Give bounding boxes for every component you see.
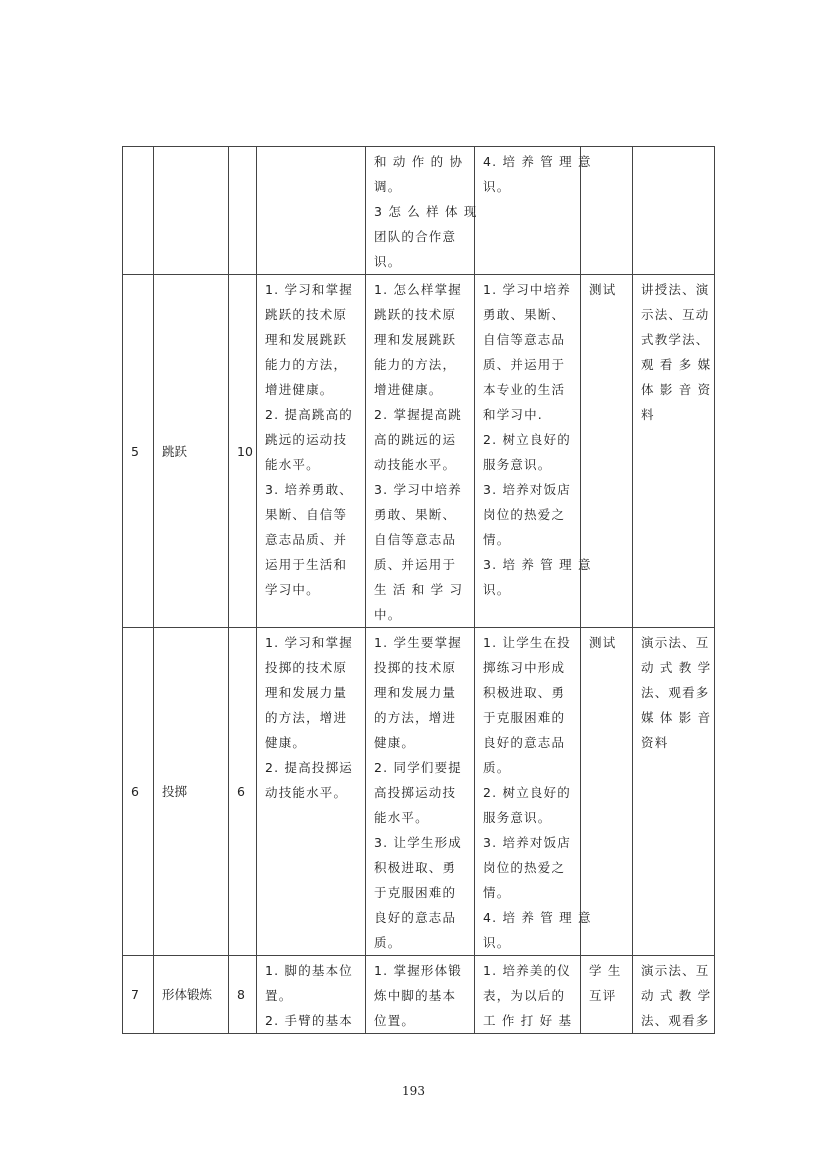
cell-line: 健康。: [374, 735, 416, 750]
table-row: [123, 628, 715, 956]
cell-line: 演示法、互: [641, 963, 710, 978]
cell-line: 和学习中.: [483, 407, 543, 422]
cell-line: 2. 同学们要提: [374, 760, 462, 775]
cell-line: 1. 学生要掌握: [374, 635, 462, 650]
cell-line: 质、并运用于: [483, 357, 566, 372]
cell-line: 3. 学习中培养: [374, 482, 462, 497]
moral-education-cell: [475, 628, 592, 956]
cell-line: 学习中。: [265, 582, 320, 597]
cell-line: 3. 培养勇敢、: [265, 482, 353, 497]
cell-line: 运用于生活和: [265, 557, 348, 572]
cell-line: 质。: [483, 760, 511, 775]
moral-education-cell: [475, 956, 581, 1034]
teaching-methods-cell: [633, 628, 715, 956]
cell-line: 1. 学习中培养: [483, 282, 571, 297]
moral-education-cell: [475, 147, 592, 275]
cell-line: 动技能水平。: [374, 457, 457, 472]
key-points-cell: [366, 275, 475, 628]
cell-line: 调。: [374, 179, 402, 194]
cell-line: 位置。: [374, 1013, 416, 1028]
cell-line: 动 式 教 学: [641, 660, 712, 675]
course-plan-table: [122, 146, 715, 1034]
cell-line: 能力的方法，: [265, 357, 348, 372]
assessment-cell: [581, 628, 633, 956]
project-name-cell: 投掷: [154, 628, 229, 956]
row-number-cell: 7: [123, 956, 154, 1034]
cell-line: 2. 手臂的基本: [265, 1013, 353, 1028]
cell-line: 良好的意志品: [483, 735, 566, 750]
key-points-cell: [366, 628, 475, 956]
cell-line: 投掷的技术原: [374, 660, 457, 675]
cell-line: 观 看 多 媒: [641, 357, 712, 372]
cell-line: 掷练习中形成: [483, 660, 566, 675]
cell-line: 2. 树立良好的: [483, 432, 571, 447]
table-row: [123, 275, 715, 628]
cell-line: 3. 培 养 管 理 意: [483, 557, 592, 572]
hours-cell: 10: [229, 275, 257, 628]
cell-line: 的方法，增进: [265, 710, 348, 725]
cell-line: 跳跃的技术原: [374, 307, 457, 322]
cell-line: 情。: [483, 885, 511, 900]
objectives-cell: [257, 956, 366, 1034]
cell-line: 理和发展跳跃: [265, 332, 348, 347]
cell-line: 置。: [265, 988, 293, 1003]
cell-line: 示法、互动: [641, 307, 710, 322]
cell-line: 互评: [589, 988, 617, 1003]
assessment-cell: [581, 956, 633, 1034]
cell-line: 能力的方法，: [374, 357, 457, 372]
teaching-methods-cell: [633, 956, 715, 1034]
cell-line: 岗位的热爱之: [483, 507, 566, 522]
cell-line: 服务意识。: [483, 810, 552, 825]
cell-line: 识。: [374, 254, 402, 269]
cell-line: 中。: [374, 607, 402, 622]
cell-line: 岗位的热爱之: [483, 860, 566, 875]
cell-line: 1. 学习和掌握: [265, 635, 353, 650]
cell-line: 积极进取、勇: [483, 685, 566, 700]
cell-line: 动 式 教 学: [641, 988, 712, 1003]
cell-line: 演示法、互: [641, 635, 710, 650]
teaching-methods-cell: [633, 147, 715, 275]
cell-line: 3. 让学生形成: [374, 835, 462, 850]
row-number-cell: [123, 147, 154, 275]
cell-line: 自信等意志品: [374, 532, 457, 547]
cell-line: 1. 培养美的仪: [483, 963, 571, 978]
cell-line: 2. 掌握提高跳: [374, 407, 462, 422]
cell-line: 本专业的生活: [483, 382, 566, 397]
cell-line: 质。: [374, 935, 402, 950]
cell-line: 理和发展力量: [374, 685, 457, 700]
cell-line: 3 怎 么 样 体 现: [374, 204, 478, 219]
cell-line: 学 生: [589, 963, 622, 978]
cell-line: 2. 提高跳高的: [265, 407, 353, 422]
key-points-cell: [366, 956, 475, 1034]
cell-line: 情。: [483, 532, 511, 547]
cell-line: 法、观看多: [641, 1013, 710, 1028]
cell-line: 自信等意志品: [483, 332, 566, 347]
table-row: [123, 956, 715, 1034]
cell-line: 投掷的技术原: [265, 660, 348, 675]
cell-line: 良好的意志品: [374, 910, 457, 925]
cell-line: 1. 掌握形体锻: [374, 963, 462, 978]
cell-line: 识。: [483, 582, 511, 597]
row-number-cell: 6: [123, 628, 154, 956]
cell-line: 识。: [483, 935, 511, 950]
cell-line: 质、并运用于: [374, 557, 457, 572]
key-points-cell: [366, 147, 478, 275]
hours-cell: 8: [229, 956, 257, 1034]
cell-line: 法、观看多: [641, 685, 710, 700]
cell-line: 服务意识。: [483, 457, 552, 472]
cell-line: 理和发展跳跃: [374, 332, 457, 347]
cell-line: 式教学法、: [641, 332, 710, 347]
cell-line: 4. 培 养 管 理 意: [483, 910, 592, 925]
cell-line: 2. 树立良好的: [483, 785, 571, 800]
cell-line: 料: [641, 407, 655, 422]
cell-line: 意志品质、并: [265, 532, 348, 547]
cell-line: 跳远的运动技: [265, 432, 348, 447]
cell-line: 体 影 音 资: [641, 382, 712, 397]
cell-line: 4. 培 养 管 理 意: [483, 154, 592, 169]
cell-line: 工 作 打 好 基: [483, 1013, 573, 1028]
cell-line: 3. 培养对饭店: [483, 482, 571, 497]
cell-line: 1. 脚的基本位: [265, 963, 353, 978]
project-name-cell: 跳跃: [154, 275, 229, 628]
cell-line: 识。: [483, 179, 511, 194]
cell-line: 团队的合作意: [374, 229, 457, 244]
teaching-methods-cell: [633, 275, 715, 628]
cell-line: 1. 让学生在投: [483, 635, 571, 650]
cell-line: 增进健康。: [374, 382, 443, 397]
cell-line: 果断、自信等: [265, 507, 348, 522]
table-row: [123, 147, 715, 275]
cell-line: 资料: [641, 735, 669, 750]
cell-line: 讲授法、演: [641, 282, 710, 297]
cell-line: 于克服困难的: [483, 710, 566, 725]
cell-line: 能水平。: [265, 457, 320, 472]
cell-line: 动技能水平。: [265, 785, 348, 800]
objectives-cell: [257, 275, 366, 628]
objectives-cell: [257, 147, 366, 275]
cell-line: 勇敢、果断、: [483, 307, 566, 322]
moral-education-cell: [475, 275, 592, 628]
hours-cell: [229, 147, 257, 275]
assessment-text: 测试: [589, 635, 617, 650]
cell-line: 炼中脚的基本: [374, 988, 457, 1003]
cell-line: 健康。: [265, 735, 307, 750]
cell-line: 1. 学习和掌握: [265, 282, 353, 297]
cell-line: 理和发展力量: [265, 685, 348, 700]
cell-line: 2. 提高投掷运: [265, 760, 353, 775]
cell-line: 高的跳远的运: [374, 432, 457, 447]
cell-line: 勇敢、果断、: [374, 507, 457, 522]
row-number-cell: 5: [123, 275, 154, 628]
page-number: 193: [402, 1084, 425, 1098]
cell-line: 媒 体 影 音: [641, 710, 712, 725]
cell-line: 跳跃的技术原: [265, 307, 348, 322]
assessment-text: 测试: [589, 282, 617, 297]
cell-line: 增进健康。: [265, 382, 334, 397]
cell-line: 的方法，增进: [374, 710, 457, 725]
cell-line: 生 活 和 学 习: [374, 582, 464, 597]
hours-cell: 6: [229, 628, 257, 956]
cell-line: 1. 怎么样掌握: [374, 282, 462, 297]
project-name-cell: [154, 147, 229, 275]
cell-line: 高投掷运动技: [374, 785, 457, 800]
cell-line: 能水平。: [374, 810, 429, 825]
cell-line: 积极进取、勇: [374, 860, 457, 875]
cell-line: 3. 培养对饭店: [483, 835, 571, 850]
assessment-cell: [581, 275, 633, 628]
cell-line: 和 动 作 的 协: [374, 154, 464, 169]
cell-line: 于克服困难的: [374, 885, 457, 900]
project-name-cell: 形体锻炼: [154, 956, 229, 1034]
objectives-cell: [257, 628, 366, 956]
cell-line: 表，为以后的: [483, 988, 566, 1003]
